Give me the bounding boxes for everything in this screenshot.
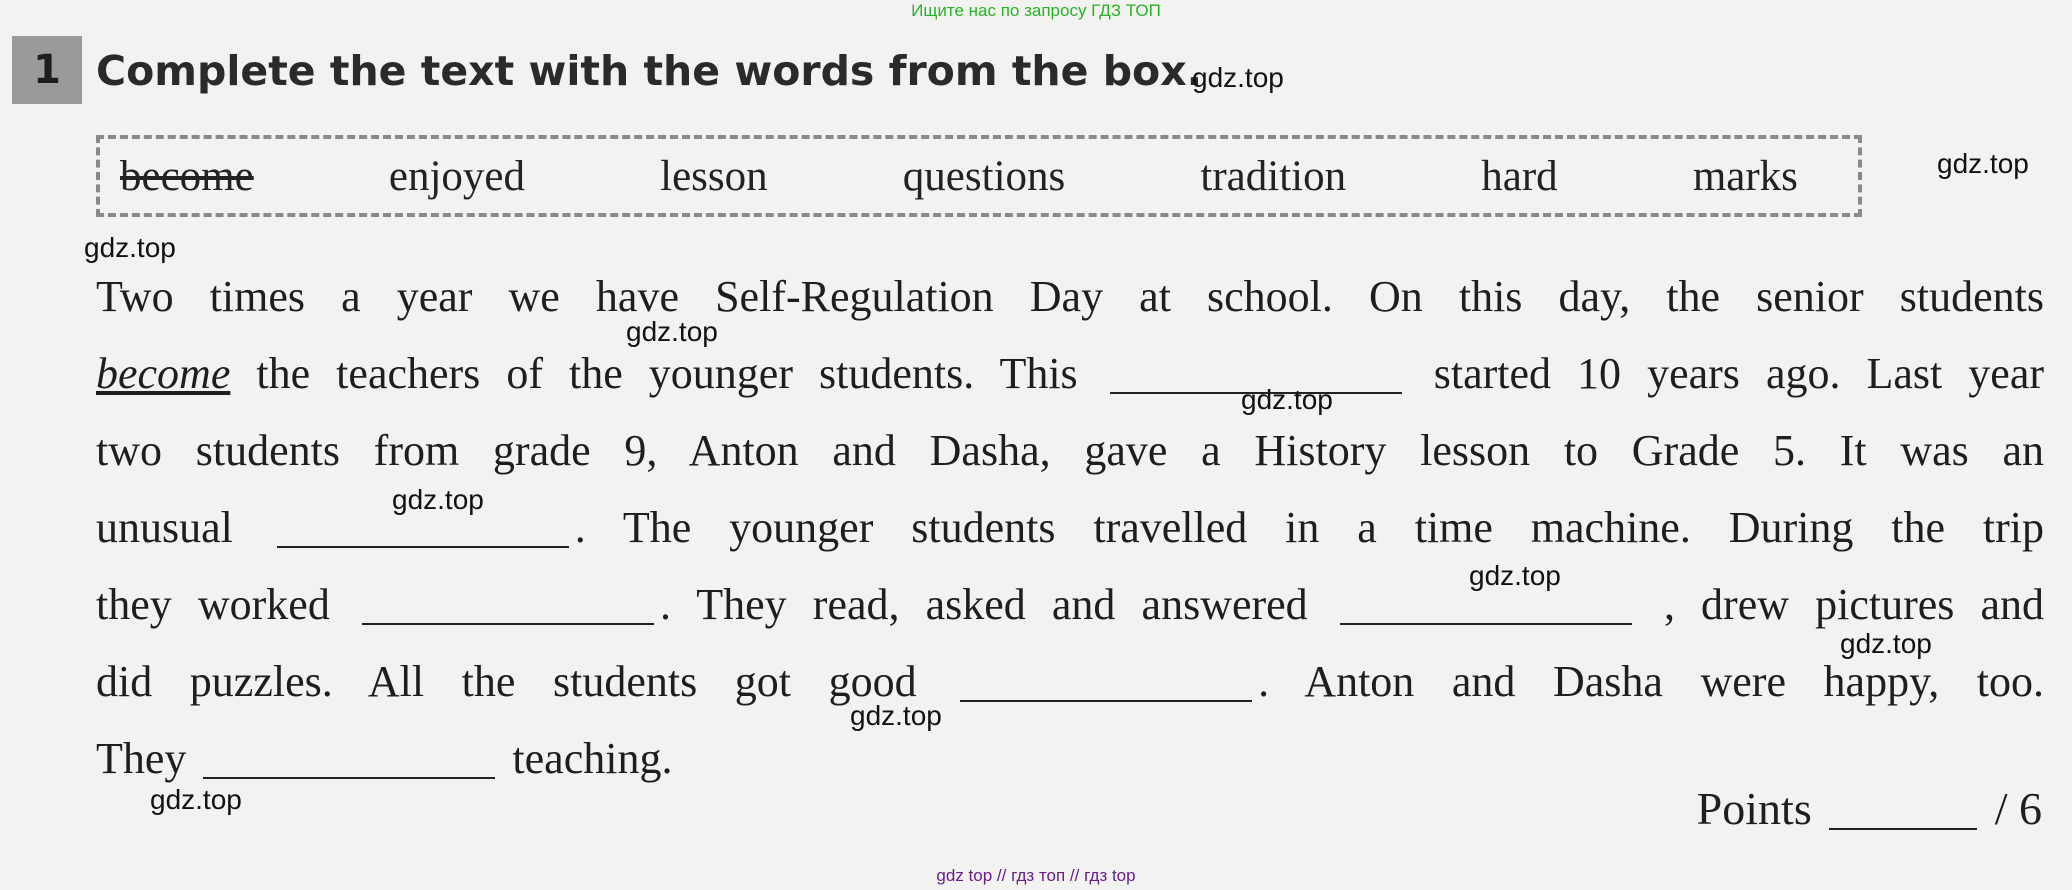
word-box-item: hard	[1481, 152, 1558, 200]
answer-blank-4[interactable]	[1340, 623, 1632, 625]
points-label: Points	[1696, 783, 1812, 834]
watermark: gdz.top	[1241, 384, 1333, 415]
text-segment: , drew pictures and	[1663, 580, 2045, 629]
text-segment: . The younger students travelled in a time machine. During the trip	[574, 503, 2044, 552]
word-box-item: enjoyed	[388, 152, 525, 200]
example-answer: become	[96, 349, 231, 398]
answer-blank-5[interactable]	[960, 700, 1252, 702]
watermark: gdz.top	[850, 700, 942, 731]
watermark: gdz.top	[84, 232, 176, 263]
points-blank[interactable]	[1829, 828, 1977, 830]
word-box-item: marks	[1692, 152, 1798, 200]
text-segment: two students from grade 9, Anton and Dasha, gave a History lesson to Grade 5. It was an	[96, 426, 2044, 475]
text-segment: They	[96, 734, 187, 783]
text-segment: teaching.	[512, 734, 673, 783]
text-segment: they worked	[96, 580, 330, 629]
watermark: gdz.top	[150, 784, 242, 815]
watermark: gdz.top	[1469, 560, 1561, 591]
bottom-banner: gdz top // гдз топ // гдз top	[936, 866, 1136, 885]
watermark: gdz.top	[1840, 628, 1932, 659]
watermark: gdz.top	[1937, 148, 2029, 179]
word-box	[96, 135, 1862, 217]
task-instruction: Complete the text with the words from the box.	[96, 47, 1203, 95]
points-total: / 6	[1994, 783, 2042, 834]
text-line	[96, 335, 2044, 412]
text-line	[96, 643, 2044, 720]
watermark: gdz.top	[626, 316, 718, 347]
word-box-item: become	[120, 152, 254, 200]
text-line	[96, 412, 2044, 489]
text-line	[96, 566, 2044, 643]
text-segment: did puzzles. All the students got good	[96, 657, 917, 706]
answer-blank-3[interactable]	[362, 623, 654, 625]
top-banner: Ищите нас по запросу ГДЗ ТОП	[911, 1, 1161, 20]
text-segment: the teachers of the younger students. This	[256, 349, 1078, 398]
points-score	[1697, 782, 2042, 835]
text-segment: . They read, asked and answered	[659, 580, 1308, 629]
word-box-item: questions	[902, 152, 1066, 200]
task-number-badge: 1	[12, 36, 82, 104]
text-line	[96, 258, 2044, 335]
text-segment: unusual	[96, 503, 233, 552]
word-box-item: tradition	[1200, 152, 1347, 200]
answer-blank-6[interactable]	[203, 777, 495, 779]
watermark: gdz.top	[392, 484, 484, 515]
text-segment: Two times a year we have Self-Regulation Day at school. On this day, the senior students	[96, 272, 2044, 321]
word-box-item: lesson	[660, 152, 768, 200]
exercise-text	[96, 258, 2044, 797]
watermark: gdz.top	[1192, 62, 1284, 93]
answer-blank-2[interactable]	[277, 546, 569, 548]
text-segment: started 10 years ago. Last year	[1433, 349, 2044, 398]
text-line	[96, 489, 2044, 566]
text-segment: . Anton and Dasha were happy, too.	[1258, 657, 2045, 706]
